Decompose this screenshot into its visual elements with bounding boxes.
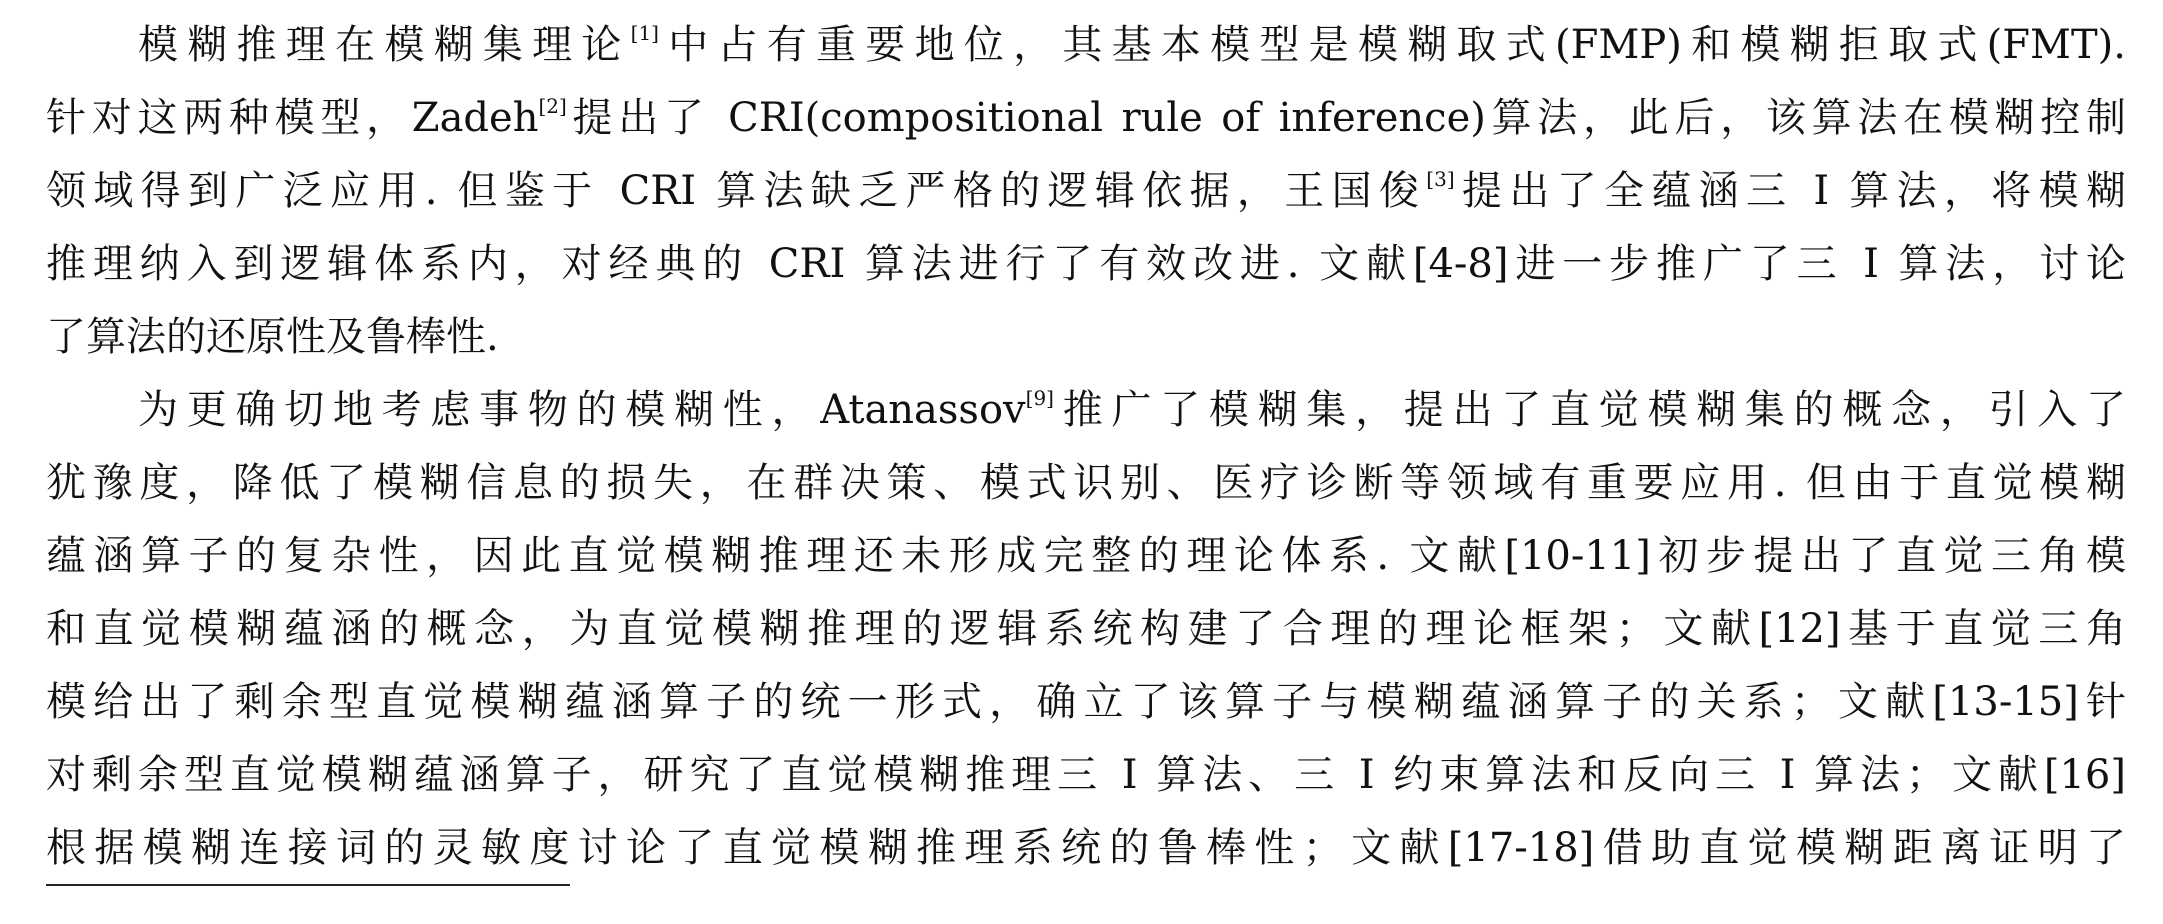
citation-9[interactable]: [9] <box>1025 386 1054 410</box>
footnote-divider <box>46 884 570 886</box>
text-segment: 为更确切地考虑事物的模糊性，Atanassov <box>138 387 1026 433</box>
paragraph-2-line-6: 对剩余型直觉模糊蕴涵算子，研究了直觉模糊推理三 I 算法、三 I 约束算法和反向三 I 算法；文献[16] <box>46 752 2126 798</box>
citation-2[interactable]: [2] <box>538 94 567 118</box>
citation-1[interactable]: [1] <box>630 21 659 45</box>
text-segment: 模糊推理在模糊集理论 <box>138 22 631 68</box>
paragraph-2-line-1 <box>138 379 2126 441</box>
text-segment: 领域得到广泛应用. 但鉴于 CRI 算法缺乏严格的逻辑依据，王国俊 <box>46 168 1427 214</box>
text-segment: 中占有重要地位，其基本模型是模糊取式(FMP)和模糊拒取式(FMT). <box>658 22 2126 68</box>
text-segment: 提出了 CRI(compositional rule of inference)算法，此后，该算法在模糊控制 <box>566 95 2126 141</box>
paragraph-1-line-5: 了算法的还原性及鲁棒性. <box>46 314 499 360</box>
paragraph-2-line-2: 犹豫度，降低了模糊信息的损失，在群决策、模式识别、医疗诊断等领域有重要应用. 但由于直觉模糊 <box>46 460 2126 506</box>
text-segment: 针对这两种模型，Zadeh <box>46 95 539 141</box>
paragraph-1-line-4: 推理纳入到逻辑体系内，对经典的 CRI 算法进行了有效改进. 文献[4-8]进一步推广了三 I 算法，讨论 <box>46 241 2126 287</box>
paragraph-1-line-3 <box>46 160 2126 222</box>
text-segment: 推广了模糊集，提出了直觉模糊集的概念，引入了 <box>1053 387 2126 433</box>
citation-3[interactable]: [3] <box>1426 167 1455 191</box>
text-segment: 提出了全蕴涵三 I 算法，将模糊 <box>1454 168 2126 214</box>
paragraph-2-line-3: 蕴涵算子的复杂性，因此直觉模糊推理还未形成完整的理论体系. 文献[10-11]初步提出了直觉三角模 <box>46 533 2126 579</box>
paragraph-2-line-4: 和直觉模糊蕴涵的概念，为直觉模糊推理的逻辑系统构建了合理的理论框架；文献[12]基于直觉三角 <box>46 606 2126 652</box>
paragraph-2-line-7: 根据模糊连接词的灵敏度讨论了直觉模糊推理系统的鲁棒性；文献[17-18]借助直觉模糊距离证明了 <box>46 825 2126 871</box>
paragraph-1-line-2 <box>46 87 2126 149</box>
paragraph-2-line-5: 模给出了剩余型直觉模糊蕴涵算子的统一形式，确立了该算子与模糊蕴涵算子的关系；文献[13-15]针 <box>46 679 2126 725</box>
paragraph-1-line-1 <box>138 14 2126 76</box>
